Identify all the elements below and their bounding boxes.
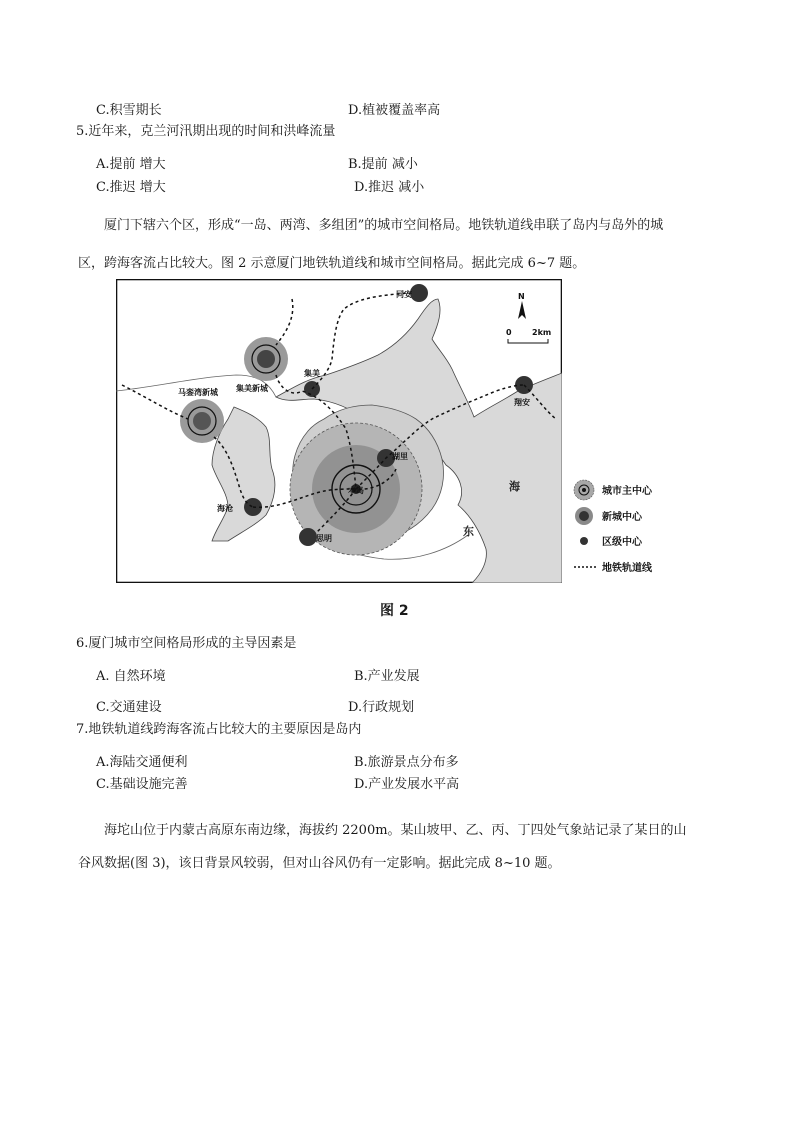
legend-main-center-label: 城市主中心 xyxy=(602,486,652,497)
q7-option-b: B.旅游景点分布多 xyxy=(354,755,459,770)
q6-option-c: C.交通建设 xyxy=(96,700,162,715)
q7-stem: 7.地铁轨道线跨海客流占比较大的主要原因是岛内 xyxy=(76,722,362,737)
passage2-line1: 海坨山位于内蒙古高原东南边缘，海拔约 2200m。某山坡甲、乙、丙、丁四处气象站记录了某日的山 xyxy=(104,823,687,838)
q5-option-a: A.提前 增大 xyxy=(96,157,166,172)
q4-option-c: C.积雪期长 xyxy=(96,103,162,118)
passage1-line1: 厦门下辖六个区，形成“一岛、两湾、多组团”的城市空间格局。地铁轨道线串联了岛内与岛外的城 xyxy=(104,218,664,233)
jimei-newcity-center xyxy=(244,337,288,381)
legend-new-city-center-label: 新城中心 xyxy=(602,512,642,523)
legend-new-city-center-icon xyxy=(575,507,593,525)
svg-text:0: 0 xyxy=(506,328,512,337)
q5-option-b: B.提前 减小 xyxy=(348,157,418,172)
label-jimei: 集美 xyxy=(304,369,320,378)
q7-option-c: C.基础设施完善 xyxy=(96,777,188,792)
q4-option-d: D.植被覆盖率高 xyxy=(348,103,441,118)
label-tongan: 同安 xyxy=(396,290,412,299)
label-haicang: 海沧 xyxy=(217,504,233,513)
xiamen-map xyxy=(116,279,562,583)
label-sea-2: 东 xyxy=(463,525,474,538)
siming-district-dot xyxy=(299,528,317,546)
label-siming: 思明 xyxy=(316,534,332,543)
maluan-newcity-center xyxy=(180,399,224,443)
label-jimei-newcity: 集美新城 xyxy=(236,384,268,393)
label-maluan: 马銮湾新城 xyxy=(178,388,218,397)
tongan-district-dot xyxy=(410,284,428,302)
legend-district-center-icon xyxy=(580,537,588,545)
label-huli: 湖里 xyxy=(392,452,408,461)
label-bendao: 本岛 xyxy=(348,486,364,495)
passage1-line2: 区，跨海客流占比较大。图 2 示意厦门地铁轨道线和城市空间格局。据此完成 6~7 题。 xyxy=(78,256,586,271)
q6-stem: 6.厦门城市空间格局形成的主导因素是 xyxy=(76,636,297,651)
label-sea-1: 海 xyxy=(509,480,520,493)
q5-option-c: C.推迟 增大 xyxy=(96,180,166,195)
q6-option-d: D.行政规划 xyxy=(348,700,415,715)
q6-option-b: B.产业发展 xyxy=(354,669,420,684)
passage2-line2: 谷风数据(图 3)，该日背景风较弱，但对山谷风仍有一定影响。据此完成 8~10 题。 xyxy=(78,856,561,871)
q7-option-a: A.海陆交通便利 xyxy=(96,755,188,770)
q5-option-d: D.推迟 减小 xyxy=(354,180,425,195)
legend-district-center-label: 区级中心 xyxy=(602,537,642,548)
q7-option-d: D.产业发展水平高 xyxy=(354,777,460,792)
figure-caption: 图 2 xyxy=(380,603,409,619)
svg-text:2km: 2km xyxy=(532,328,552,337)
legend-metro-line-label: 地铁轨道线 xyxy=(602,563,652,574)
q5-stem: 5.近年来，克兰河汛期出现的时间和洪峰流量 xyxy=(76,124,336,139)
q6-option-a: A. 自然环境 xyxy=(96,669,166,684)
legend-main-center-icon xyxy=(574,480,594,500)
map-legend xyxy=(570,478,690,578)
label-xiangan: 翔安 xyxy=(514,398,530,407)
svg-text:N: N xyxy=(518,292,525,301)
